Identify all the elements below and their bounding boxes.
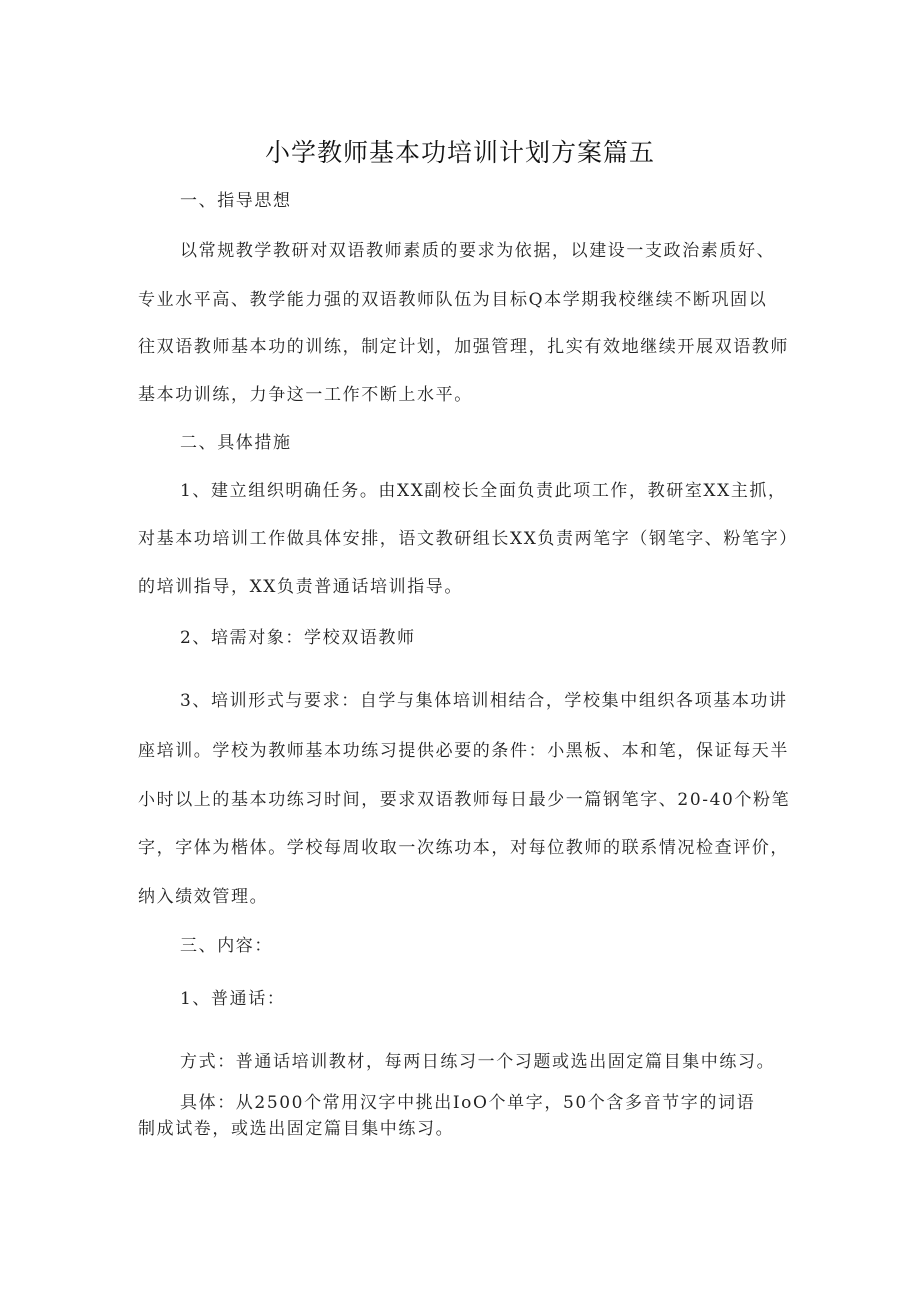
list-item-training-target: 2、培需对象：学校双语教师 <box>180 628 416 648</box>
paragraph-line: 往双语教师基本功的训练，制定计划，加强管理，扎实有效地继续开展双语教师 <box>138 337 789 357</box>
section-heading-guiding-ideology: 一、指导思想 <box>180 191 292 211</box>
paragraph-line: 座培训。学校为教师基本功练习提供必要的条件：小黑板、本和笔，保证每天半 <box>138 741 789 761</box>
paragraph-line: 字，字体为楷体。学校每周收取一次练功本，对每位教师的联系情况检查评价， <box>138 838 789 858</box>
paragraph-line: 1、建立组织明确任务。由XX副校长全面负责此项工作，教研室XX主抓， <box>180 481 787 501</box>
paragraph-line: 制成试卷，或选出固定篇目集中练习。 <box>138 1119 455 1139</box>
section-heading-specific-measures: 二、具体措施 <box>180 433 292 453</box>
paragraph-line: 方式：普通话培训教材，每两日练习一个习题或选出固定篇目集中练习。 <box>180 1052 776 1072</box>
document-title: 小学教师基本功培训计划方案篇五 <box>264 138 655 167</box>
paragraph-line: 基本功训练，力争这一工作不断上水平。 <box>138 385 473 405</box>
paragraph-line: 专业水平高、教学能力强的双语教师队伍为目标Q本学期我校继续不断巩固以 <box>138 290 768 310</box>
paragraph-line: 具体：从2500个常用汉字中挑出IoO个单字，50个含多音节字的词语 <box>180 1093 756 1113</box>
paragraph-line: 的培训指导，XX负责普通话培训指导。 <box>138 577 464 597</box>
paragraph-line: 3、培训形式与要求：自学与集体培训相结合，学校集中组织各项基本功讲 <box>180 691 788 711</box>
paragraph-line: 纳入绩效管理。 <box>138 887 269 907</box>
paragraph-line: 以常规教学教研对双语教师素质的要求为依据，以建设一支政治素质好、 <box>180 241 776 261</box>
paragraph-line: 小时以上的基本功练习时间，要求双语教师每日最少一篇钢笔字、20-40个粉笔 <box>138 790 791 810</box>
section-heading-content: 三、内容： <box>180 936 273 956</box>
list-item-mandarin: 1、普通话： <box>180 989 286 1009</box>
paragraph-line: 对基本功培训工作做具体安排，语文教研组长XX负责两笔字（钢笔字、粉笔字） <box>138 529 798 549</box>
